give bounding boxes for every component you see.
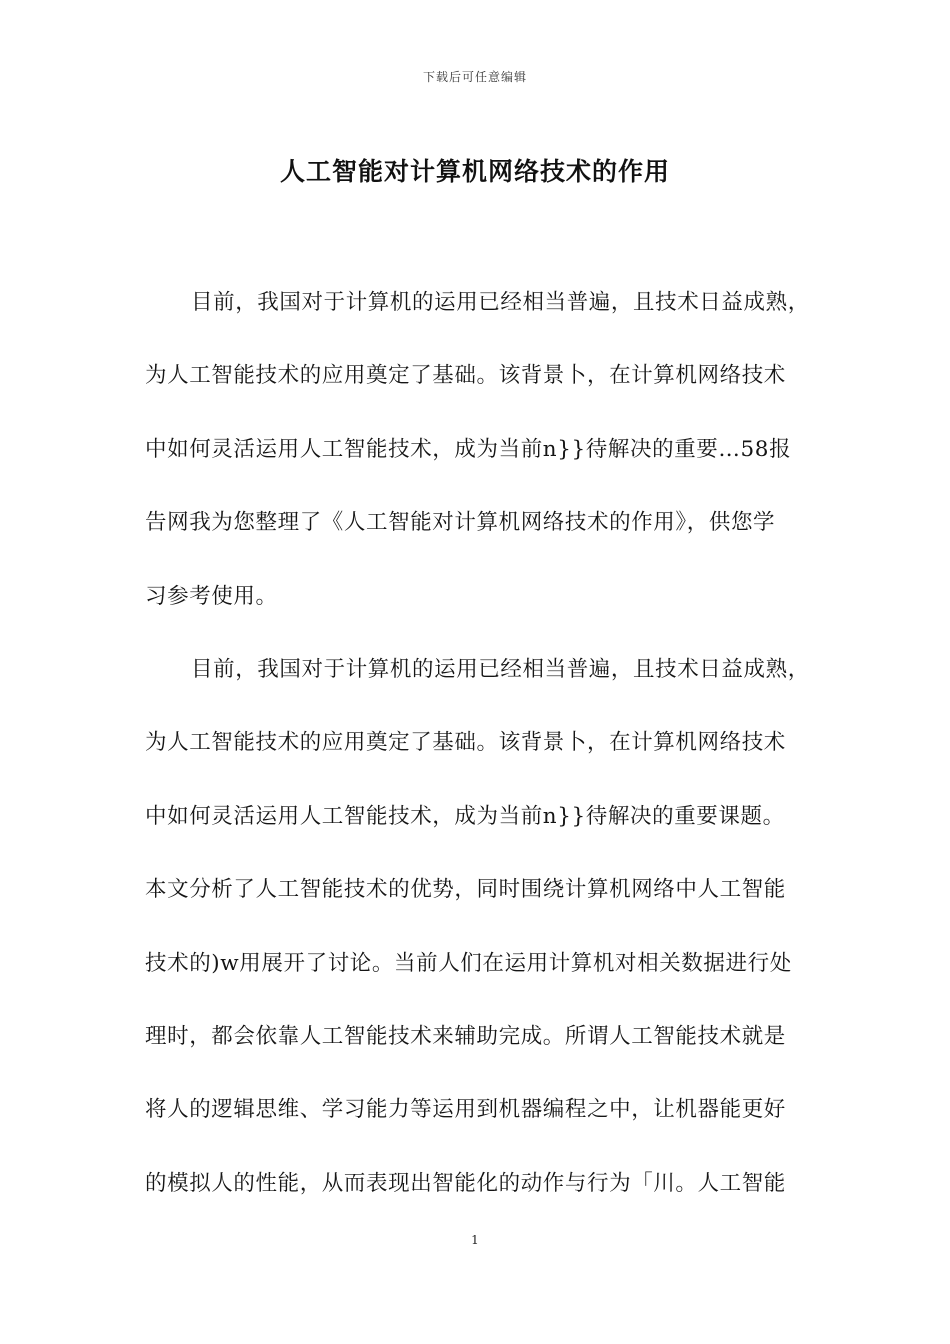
paragraph-1-line-4: 告网我为您整理了《人工智能对计算机网络技术的作用》，供您学 <box>145 510 776 536</box>
page-number: 1 <box>471 1233 479 1247</box>
paragraph-2-line-2: 为人工智能技术的应用奠定了基础。该背景卜，在计算机网络技术 <box>145 730 786 756</box>
paragraph-2-line-1: 目前，我国对于计算机的运用已经相当普遍，且技术日益成熟， <box>191 656 810 682</box>
paragraph-1-line-5: 习参考使用。 <box>145 583 278 609</box>
header-note: 下载后可任意编辑 <box>422 70 527 84</box>
document-body <box>145 266 815 1220</box>
paragraph-2-line-8: 的模拟人的性能，从而表现出智能化的动作与行为「川。人工智能 <box>145 1170 786 1196</box>
paragraph-1-line-3: 中如何灵活运用人工智能技术，成为当前n}}待解决的重要…58报 <box>145 436 792 462</box>
paragraph-1-line-2: 为人工智能技术的应用奠定了基础。该背景卜，在计算机网络技术 <box>145 363 786 389</box>
paragraph-1-line-1: 目前，我国对于计算机的运用已经相当普遍，且技术日益成熟， <box>191 290 810 315</box>
paragraph-2-line-3: 中如何灵活运用人工智能技术，成为当前n}}待解决的重要课题。 <box>145 803 785 829</box>
paragraph-2-line-7: 将人的逻辑思维、学习能力等运用到机器编程之中，让机器能更好 <box>145 1097 786 1123</box>
paragraph-2-line-5: 技术的)w用展开了讨论。当前人们在运用计算机对相关数据进行处 <box>145 950 792 976</box>
paragraph-2-line-6: 理时，都会依靠人工智能技术来辅助完成。所谓人工智能技术就是 <box>145 1023 786 1049</box>
paragraph-2-line-4: 本文分析了人工智能技术的优势，同时围绕计算机网络中人工智能 <box>145 877 786 903</box>
document-title: 人工智能对计算机网络技术的作用 <box>279 157 670 186</box>
